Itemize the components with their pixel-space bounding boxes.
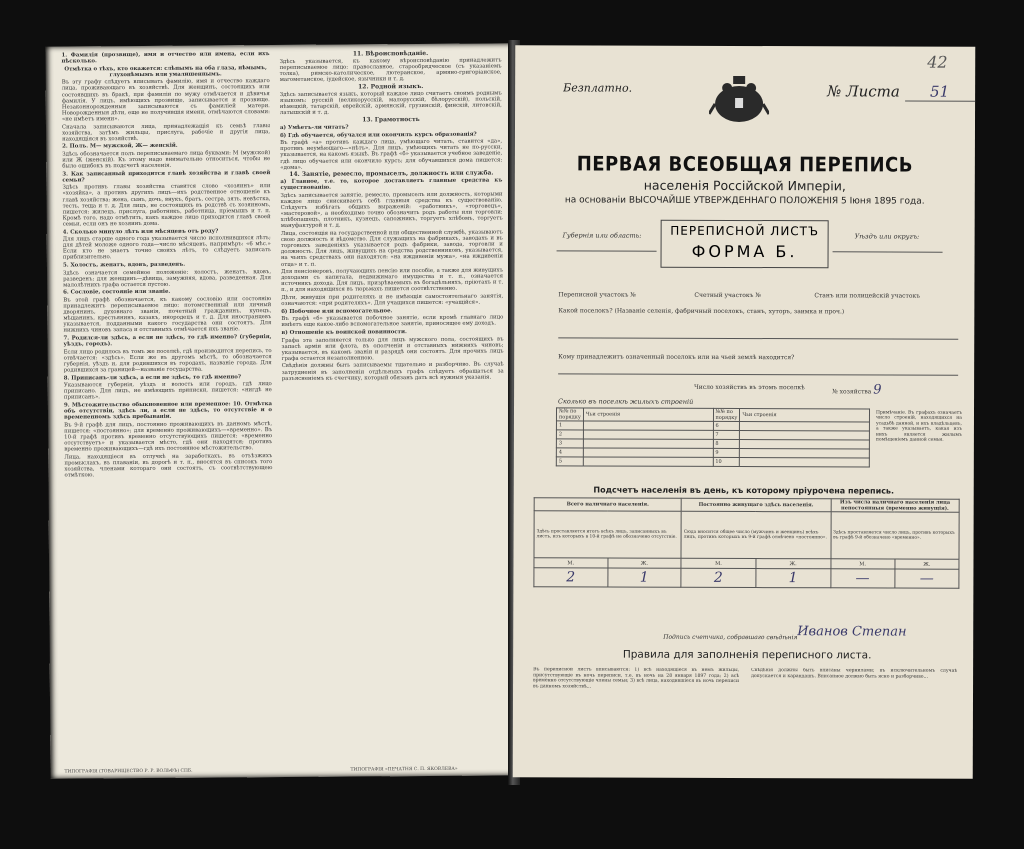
uezd-label: Уѣздъ или округъ: xyxy=(854,232,920,241)
instruction-item: 3. Как записанный приходится главѣ хозяйства и главѣ своей семьи? xyxy=(62,169,271,184)
enumerator-signature: Иванов Степан xyxy=(797,624,907,640)
row-number: 10 xyxy=(713,457,740,466)
male-header: М. xyxy=(681,558,756,568)
sheet-number-field xyxy=(827,82,975,102)
female-header: Ж. xyxy=(608,558,682,568)
row-number: 3 xyxy=(556,439,583,448)
body-text: Въ 9-й графѣ для лицъ, постоянно проживающихъ въ данномъ мѣстѣ, пишется: «постоянно»; для временно проживающихъ—«временно». Въ 10-й графѣ противъ временно отсутствующихъ пишется: «временно отсутствуетъ» и указывается мѣсто, гдѣ они находятся; противъ временно проживающихъ—гдѣ ихъ постоянное мѣстожительство. xyxy=(64,420,273,453)
section-heading: 11. Вѣроисповѣданіе. xyxy=(352,49,429,58)
temporary-male-value: — xyxy=(830,569,894,588)
row-number: 1 xyxy=(556,421,583,430)
body-text: Здѣсь означается семейное положеніе: холостъ, женатъ, вдовъ, разведенъ; для женщинъ—дѣвица, замужняя, вдова, разведенная. Для малолѣтнихъ графа остается пустою. xyxy=(63,268,272,289)
instruction-item: в) Отношеніе къ воинской повинности. xyxy=(281,329,407,336)
row-number: 8 xyxy=(713,439,740,448)
household-number-value: 9 xyxy=(873,382,882,398)
enumerator-signature-label: Подпись счетчика, собравшаго свѣдѣнія xyxy=(663,633,798,642)
instruction-item: а) Умѣетъ-ли читать? xyxy=(280,124,349,132)
settlement-label: Какой поселокъ? (Названіе селенія, фабричный поселокъ, станъ, хуторъ, заимка и проч.) xyxy=(558,307,845,316)
section-heading: 12. Родной языкъ. xyxy=(358,82,424,91)
left-page-instructions xyxy=(45,43,518,778)
instruction-item: 2. Полъ. М— мужской, Ж— женскій. xyxy=(62,143,178,150)
instruction-item: б) Побочное или вспомогательное. xyxy=(281,307,393,315)
buildings-table xyxy=(556,407,870,467)
gubernia-field xyxy=(557,250,657,251)
body-text: Дѣти, живущія при родителяхъ и не имѣющія самостоятельнаго занятія, означаются: «при родителяхъ». Для учащихся пишется: «учащійся». xyxy=(281,293,504,308)
female-header: Ж. xyxy=(756,559,831,569)
form-title: ПЕРВАЯ ВСЕОБЩАЯ ПЕРЕПИСЬ xyxy=(576,151,914,177)
body-text: Здѣсь записывается занятіе, ремесло, промыселъ или должность, которыми каждое лицо снискиваетъ себѣ главныя средства къ существованію. Слѣдуетъ избѣгать общихъ выраженій: «работникъ», «торговецъ», «мастеровой», а необходимо точно обозначить родъ работы или торговли: хлѣбопашецъ, плотникъ, кузнецъ, сапожникъ, торгуетъ хлѣбомъ, торгуетъ мануфактурой и т. д. xyxy=(280,191,503,230)
instruction-item: 5. Холостъ, женатъ, вдовъ, разведенъ. xyxy=(62,261,186,269)
household-number-label: № хозяйства xyxy=(832,388,872,396)
instruction-item: 8. Приписанъ-ли здѣсь, а если не здѣсь, то гдѣ именно? xyxy=(63,373,242,382)
households-count-label: Число хозяйствъ въ этомъ поселкѣ xyxy=(694,383,805,392)
body-text: Здѣсь указывается, къ какому вѣроисповѣданію принадлежитъ переписываемое лицо: православное, старообрядческое (съ указаніемъ толка), римско-католическое, лютеранское, армяно-григоріанское, магометанское, іудейское, язычники и т. д. xyxy=(279,57,502,84)
male-header: М. xyxy=(831,559,895,569)
form-subtitle: населенія Россійской Имперіи, xyxy=(643,177,846,194)
row-number: 7 xyxy=(713,430,740,439)
instruction-item: б) Гдѣ обучается, обучался или окончилъ курсъ образованія? xyxy=(280,131,477,139)
instruction-item: Отмѣтка о тѣхъ, кто окажется: слѣпымъ на оба глаза, нѣмымъ, глухонѣмымъ или умалишеннымъ. xyxy=(64,64,267,78)
police-district-label: Станъ или полицейскій участокъ xyxy=(814,292,921,300)
body-text: Для пенсіонеровъ, получающихъ пенсію или пособіе, а также для живущихъ доходами съ капитала, недвижимаго имущества и т. п., означается источникъ дохода. Для лицъ, призрѣваемыхъ въ богадѣльняхъ, пріютахъ и т. п., и для находящихся въ тюрьмахъ пишется соотвѣтственно. xyxy=(281,267,504,294)
body-text: Лица, состоящія на государственной или общественной службѣ, указываютъ свою должность и вѣдомство. Для служащихъ на фабрикахъ, заводахъ и въ торговыхъ заведеніяхъ указывается родъ фабрики, завода, торговли и должность. Для лицъ, живущихъ на средства родственниковъ, указывается, на чьихъ средствахъ они находятся: «на иждивеніи мужа», «на иждивеніи отца» и т. п. xyxy=(280,229,503,268)
rules-column-left: Въ переписной листъ вписываются: 1) всѣ находящіеся въ немъ жильцы, присутствующіе въ ночь переписи, т.е. въ ночь на 28 января 1897 года; 2) всѣ временно отсутствующіе члены семьи; 3) всѣ лица, находившіеся въ ночь переписи въ данномъ хозяйствѣ... xyxy=(533,667,740,690)
body-text: Для лицъ старше одного года указывается число исполнившихся лѣтъ; для дѣтей моложе одного года—число мѣсяцевъ, напримѣръ: «6 мѣс.» Если кто не знаетъ точно своихъ лѣтъ, то слѣдуетъ записать приблизительно. xyxy=(62,235,271,261)
body-text: Свѣдѣнія должны быть записываемы тщательно и разборчиво. Въ случаѣ затрудненія въ заполненіи отдѣльныхъ графъ слѣдуетъ обращаться за разъясненіемъ къ счетчику, который обязанъ дать всѣ нужныя указанія. xyxy=(281,361,504,382)
instruction-item: а) Главное, т.е. то, которое доставляетъ главные средства къ существованію. xyxy=(280,177,503,192)
section-heading: 14. Занятіе, ремесло, промыселъ, должность или служба. xyxy=(289,169,494,179)
body-text: Въ эту графу слѣдуетъ вписывать фамилію, имя и отчество каждаго лица, проживающаго въ хозяйствѣ. Для женщинъ, состоящихъ или состоявшихъ въ бракѣ, при фамиліи по мужу отмѣчается и дѣвичья фамилія. У лицъ, имѣющихъ прозвище, записывается и прозвище. Незаконнорожденныя записываются съ фамиліей матери. Новорожденныя дѣти, еще не получившія имени, отмѣчаются словами: «не имѣетъ имени». xyxy=(61,78,270,123)
row-number: 9 xyxy=(713,448,740,457)
population-count-heading: Подсчетъ населенія въ день, къ которому пріурочена перепись. xyxy=(593,485,895,496)
table-header: Чьи строенія xyxy=(583,408,713,421)
table-row xyxy=(556,457,869,467)
instruction-item: 4. Сколько минуло лѣтъ или мѣсяцевъ отъ роду? xyxy=(62,227,219,236)
body-text: Въ графѣ «а» противъ каждаго лица, умѣющаго читать, ставится «да», противъ неумѣющаго—«нѣтъ». Для лицъ, умѣющихъ читать не по-русски, указывается, на какомъ языкѣ. Въ графѣ «б» указывается учебное заведеніе, гдѣ лицо обучается или окончило курсъ; для обучавшихся дома пишется: «дома». xyxy=(280,138,503,171)
body-text: Сначала записываются лица, принадлежащія къ семьѣ главы хозяйства, затѣмъ жильцы, прислуга, рабочіе и другія лица, находящіяся въ хозяйствѣ. xyxy=(61,122,271,143)
archive-number: 42 xyxy=(927,52,948,72)
table-header: №№ по порядку xyxy=(713,408,740,421)
present-population-header: Всего наличнаго населенія. xyxy=(534,498,681,512)
buildings-note: Примѣчаніе. Въ графахъ означаетъ число строеній, находящихся на усадьбѣ данной, и ихъ владѣльцевъ, а также указываетъ, какая изъ нихъ является жилымъ помѣщеніемъ данной семьи. xyxy=(875,410,963,443)
household-number-field xyxy=(832,382,882,397)
rules-column-right: Свѣдѣнія должны быть вписаны чернилами; въ исключительномъ случаѣ допускается и карандашъ. Вписанное должно быть ясно и разборчиво... xyxy=(751,668,958,680)
female-header: Ж. xyxy=(895,559,959,569)
gubernia-label: Губернія или область: xyxy=(562,231,642,240)
rules-title: Правила для заполненія переписного листа. xyxy=(622,648,872,662)
body-text: Здѣсь противъ главы хозяйства ставится слово «хозяинъ» или «хозяйка», а противъ другихъ лицъ—ихъ родственное отношеніе къ главѣ хозяйства: жена, сынъ, дочь, внукъ, братъ, сестра, зять, невѣстка, тесть, теща и т. д. Для лицъ, не состоящихъ въ родствѣ съ хозяиномъ, пишется: жилецъ, прислуга, работникъ, работница, пріемышъ и т. п. Кромѣ того, надо отмѣтить, какъ каждое лицо приходится главѣ своей семьи, если онъ не хозяинъ дома. xyxy=(62,183,271,228)
free-label: Безплатно. xyxy=(563,81,633,95)
present-male-value: 2 xyxy=(534,568,608,587)
sheet-number-label: № Листа xyxy=(827,82,900,101)
precinct-label: Переписной участокъ № xyxy=(558,291,636,299)
owner-field xyxy=(558,373,958,375)
table-header: Чьи строенія xyxy=(740,408,870,421)
body-text: Въ графѣ «б» указывается побочное занятіе, если кромѣ главнаго лицо имѣетъ еще какое-либо вспомогательное занятіе, приносящее ему доходъ. xyxy=(281,314,504,329)
form-name: ПЕРЕПИСНОЙ ЛИСТЪ xyxy=(670,223,820,239)
instructions-column-2 xyxy=(279,49,506,759)
body-text: Графа эта заполняется только для лицъ мужского пола, состоящихъ въ запасѣ арміи или флота, въ ополченіи и отставныхъ нижнихъ чиновъ; указывается, въ какомъ званіи и разрядѣ они состоятъ. Для прочихъ лицъ графа остается незаполненною. xyxy=(281,335,504,362)
row-number: 5 xyxy=(556,457,583,466)
settlement-field xyxy=(558,337,958,339)
body-text: Если лицо родилось въ томъ же поселкѣ, гдѣ производится перепись, то отвѣчается: «здѣсь». Если же въ другомъ мѣстѣ, то обозначается губернія, уѣздъ и, для родившихся въ городахъ, названіе города. Для родившихся за границей—названіе государства. xyxy=(63,347,272,374)
temporary-female-value: — xyxy=(895,569,959,588)
buildings-label: Сколько въ поселкѣ жилыхъ строеній xyxy=(558,397,694,406)
printer-note: ТИПОГРАФІЯ «ПЕЧАТНЯ С. П. ЯКОВЛЕВА» xyxy=(350,766,458,773)
form-type-box xyxy=(661,220,829,269)
uezd-field xyxy=(833,251,943,252)
instructions-column-1 xyxy=(61,51,274,760)
body-text: Въ этой графѣ обозначается, къ какому сословію или состоянію принадлежитъ переписываемое лицо: потомственный или личный дворянинъ, духовнаго званія, почетный гражданинъ, купецъ, мѣщанинъ, крестьянинъ, казакъ, инородецъ и т. д. Для иностранцевъ указывается, подданными какого государства они состоятъ. Для нижнихъ чиновъ запаса и отставныхъ отмѣчается ихъ званіе. xyxy=(63,296,272,334)
body-text: Здѣсь записывается языкъ, который каждое лицо считаетъ своимъ роднымъ языкомъ: русскій (великорусскій, малорусскій, бѣлорусскій), польскій, нѣмецкій, татарскій, еврейскій, армянскій, грузинскій, финскій, литовскій, латышскій и т. д. xyxy=(279,90,502,117)
form-letter: ФОРМА Б. xyxy=(691,241,798,262)
body-text: Указываются губернія, уѣздъ и волость или городъ, гдѣ лицо приписано. Для лицъ, не имѣющихъ приписки, пишется: «нигдѣ не приписанъ». xyxy=(63,381,272,401)
sheet-number-value: 51 xyxy=(905,83,975,102)
body-text: Лица, находящіеся въ отлучкѣ на заработкахъ, въ отъѣзжихъ промыслахъ, въ плаваніи, въ дорогѣ и т. п., вносятся въ списокъ того хозяйства, членами котораго они состоятъ, съ соотвѣтствующею отмѣткою. xyxy=(64,452,273,479)
double-headed-eagle-icon xyxy=(709,74,769,126)
instruction-item: 9. Мѣстожительство обыкновенное или временное: 10. Отмѣтка объ отсутствіи, здѣсь ли, а если не здѣсь, то отсутствіе и о времененномъ здѣсь пребываніи. xyxy=(63,401,273,421)
row-number: 6 xyxy=(713,421,740,430)
present-female-value: 1 xyxy=(607,568,681,587)
section-heading: 13. Грамотность xyxy=(362,115,420,124)
printer-note: ТИПОГРАФІЯ (ТОВАРИЩЕСТВО Р. Р. ВОЛЬФЪ) СПБ. xyxy=(64,768,193,775)
population-table: Всего наличнаго населенія. Постоянно живущаго здѣсь населенія. Изъ числа наличнаго населенія лица непостоянныя (временно живущія). Здѣсь проставляется итогъ всѣхъ лицъ, записанныхъ въ листъ, изъ которыхъ в 10-й графѣ не обозначено отсутствіе. Сюда вносится общее число (мужчинъ и женщинъ) всѣхъ лицъ, противъ которыхъ въ 9-й графѣ отмѣчено «постоянно». Здѣсь проставляется число лицъ, противъ которыхъ въ графѣ 9-й обозначено «временно». М. Ж. М. Ж. М. Ж. 2 1 2 1 — — xyxy=(533,497,959,588)
resident-population-header: Постоянно живущаго здѣсь населенія. xyxy=(681,498,830,512)
male-header: М. xyxy=(534,558,608,568)
temporary-population-header: Изъ числа наличнаго населенія лица непостоянныя (временно живущія). xyxy=(831,499,959,512)
table-header: №№ по порядку xyxy=(556,408,583,421)
body-text: Здѣсь обозначается полъ переписываемаго лица буквами: М (мужской) или Ж (женскій). Къ этому надо внимательно относиться, чтобы не было ошибокъ въ подсчетѣ населенія. xyxy=(62,149,271,170)
row-number: 4 xyxy=(556,448,583,457)
row-number: 2 xyxy=(556,430,583,439)
form-decree: на основаніи ВЫСОЧАЙШЕ УТВЕРЖДЕННАГО ПОЛОЖЕНІЯ 5 Іюня 1895 года. xyxy=(564,195,925,207)
instruction-item: 6. Сословіе, состояніе или званіе. xyxy=(63,289,171,296)
census-form-page xyxy=(513,45,976,779)
owner-label: Кому принадлежитъ означенный поселокъ или на чьей землѣ находится? xyxy=(558,353,795,362)
count-area-label: Счетный участокъ № xyxy=(694,291,762,300)
instruction-item: 1. Фамилія (прозвище), имя и отчество или имена, если ихъ нѣсколько. xyxy=(61,51,270,65)
instruction-item: 7. Родился-ли здѣсь, а если не здѣсь, то гдѣ именно? (губернія, уѣздъ, городъ). xyxy=(63,334,272,348)
resident-male-value: 2 xyxy=(681,568,756,587)
resident-female-value: 1 xyxy=(756,569,831,588)
